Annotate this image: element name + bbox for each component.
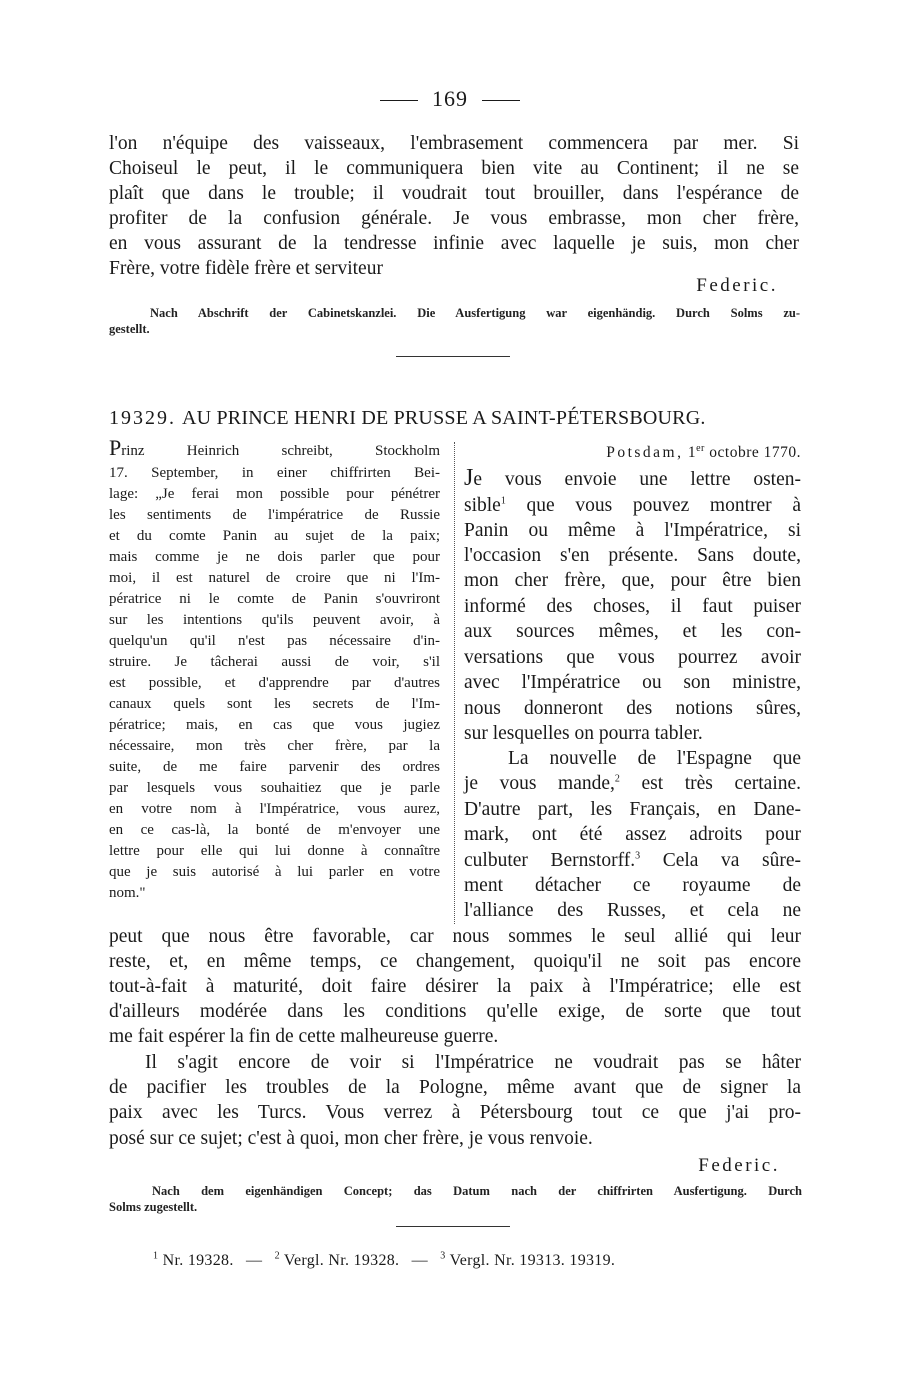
right-line: Je vous envoie une lettre osten- bbox=[464, 465, 801, 491]
initial-letter: J bbox=[464, 465, 474, 491]
text-line: tout-à-fait à maturité, doit faire désirer la paix à l'Impératrice; elle est bbox=[109, 976, 801, 997]
letter-title: AU PRINCE HENRI DE PRUSSE A SAINT-PÉTERSBOURG. bbox=[182, 407, 706, 429]
footnote-divider bbox=[396, 1226, 510, 1227]
right-line: l'occasion s'en présente. Sans doute, bbox=[464, 545, 801, 566]
footnote-separator: — bbox=[411, 1252, 428, 1269]
left-line: nécessaire, mon très cher frère, par la bbox=[109, 738, 440, 754]
text-line: paix avec les Turcs. Vous verrez à Pétersbourg tout ce que j'ai pro- bbox=[109, 1102, 801, 1123]
note-line: gestellt. bbox=[109, 322, 150, 336]
text-line: en vous assurant de la tendresse infinie avec laquelle je suis, mon cher bbox=[109, 233, 799, 254]
left-line: lettre pour elle qui lui donne à connaître bbox=[109, 843, 440, 859]
note-line: Nach Abschrift der Cabinetskanzlei. Die Ausfertigung war eigenhändig. Durch Solms zu- bbox=[150, 306, 800, 320]
text-line: me fait espérer la fin de cette malheureuse guerre. bbox=[109, 1026, 499, 1047]
signature: Federic. bbox=[698, 1155, 780, 1176]
footnotes bbox=[153, 1252, 615, 1270]
left-line: 17. September, in einer chiffrirten Bei- bbox=[109, 465, 440, 481]
note-line: Nach dem eigenhändigen Concept; das Datum nach der chiffrirten Ausfertigung. Durch bbox=[152, 1184, 802, 1198]
left-line: sur les intentions qu'ils peuvent avoir, à bbox=[109, 612, 440, 628]
right-line: La nouvelle de l'Espagne que bbox=[508, 748, 801, 769]
right-line: aux sources mêmes, et les con- bbox=[464, 621, 801, 642]
left-line: lage: „Je ferai mon possible pour pénétrer bbox=[109, 486, 440, 502]
letter-number: 19329. bbox=[109, 407, 176, 429]
footnote-separator: — bbox=[245, 1252, 263, 1269]
note-line: Solms zugestellt. bbox=[109, 1200, 198, 1214]
text-line: peut que nous être favorable, car nous sommes le seul allié qui leur bbox=[109, 926, 801, 947]
left-line: pératrice ni le comte de Panin s'ouvriront bbox=[109, 591, 440, 607]
left-line: par lesquels vous souhaitiez que je parle bbox=[109, 780, 440, 796]
page-number-right-rule bbox=[482, 100, 520, 101]
text-line: posé sur ce sujet; c'est à quoi, mon cher frère, je vous renvoie. bbox=[109, 1128, 593, 1149]
right-line: nous donneront des notions sûres, bbox=[464, 698, 801, 719]
letter-heading bbox=[109, 407, 706, 430]
right-line: mark, ont été assez adroits pour bbox=[464, 824, 801, 845]
right-line: sible$^1$ que vous pouvez montrer à bbox=[464, 495, 802, 516]
right-line: culbuter Bernstorff.$^3$ Cela va sûre- bbox=[464, 850, 801, 871]
right-line: avec l'Impératrice ou son ministre, bbox=[464, 672, 801, 693]
left-line: en ce cas-là, la bonté de m'envoyer une bbox=[109, 822, 440, 838]
right-line: sur lesquelles on pourra tabler. bbox=[464, 723, 703, 744]
right-line: l'alliance des Russes, et cela ne bbox=[464, 900, 801, 921]
section-divider bbox=[396, 356, 510, 357]
left-line: est possible, et d'apprendre par d'autres bbox=[109, 675, 440, 691]
right-line: Panin ou même à l'Impératrice, si bbox=[464, 520, 801, 541]
right-line: mon cher frère, que, pour être bien bbox=[464, 570, 801, 591]
footnote: $^3$ Vergl. Nr. 19313. 19319. bbox=[440, 1250, 616, 1269]
text-line: plaît que dans le trouble; il voudrait tout brouiller, dans l'espérance de bbox=[109, 183, 799, 204]
left-line: les sentiments de l'impératrice de Russie bbox=[109, 507, 440, 523]
left-line: nom." bbox=[109, 885, 146, 901]
right-line: D'autre part, les Français, en Dane- bbox=[464, 799, 801, 820]
page-number: 169 bbox=[0, 86, 900, 112]
page-number-left-rule bbox=[380, 100, 418, 101]
left-line: canaux quels sont les secrets de l'Im- bbox=[109, 696, 440, 712]
text-line: profiter de la confusion générale. Je vous embrasse, mon cher frère, bbox=[109, 208, 799, 229]
dateline: Potsdam, 1er octobre 1770. bbox=[606, 442, 801, 461]
left-line: moi, il est naturel de croire que ni l'Im- bbox=[109, 570, 440, 586]
footnote: $^1$ Nr. 19328. bbox=[153, 1250, 234, 1269]
left-line: Prinz Heinrich schreibt, Stockholm bbox=[109, 435, 440, 460]
text-line: Il s'agit encore de voir si l'Impératrice ne voudrait pas se hâter bbox=[145, 1052, 801, 1073]
right-line: ment détacher ce royaume de bbox=[464, 875, 801, 896]
left-line: que je suis autorisé à lui parler en votre bbox=[109, 864, 440, 880]
right-line: informé des choses, il faut puiser bbox=[464, 596, 801, 617]
left-line: quelqu'un qu'il n'est pas nécessaire d'in- bbox=[109, 633, 440, 649]
column-separator bbox=[454, 442, 455, 924]
right-line: je vous mande,$^2$ est très certaine. bbox=[464, 773, 802, 794]
left-line: et du comte Panin au sujet de la paix; bbox=[109, 528, 440, 544]
left-line: mais comme je ne dois parler que pour bbox=[109, 549, 440, 565]
signature: Federic. bbox=[696, 275, 778, 296]
text-line: l'on n'équipe des vaisseaux, l'embrasement commencera par mer. Si bbox=[109, 133, 799, 154]
left-line: en votre nom à l'Impératrice, vous aurez, bbox=[109, 801, 440, 817]
initial-letter: P bbox=[109, 435, 122, 460]
left-line: pératrice; mais, en cas que vous jugiez bbox=[109, 717, 440, 733]
text-line: Choiseul le peut, il le communiquera bien vite au Continent; il ne se bbox=[109, 158, 799, 179]
text-line: reste, et, en même temps, ce changement, quoiqu'il ne soit pas encore bbox=[109, 951, 801, 972]
text-line: Frère, votre fidèle frère et serviteur bbox=[109, 258, 383, 279]
left-line: struire. Je tâcherai aussi de voir, s'il bbox=[109, 654, 440, 670]
text-line: d'ailleurs modérée dans les conditions qu'elle exige, de sorte que tout bbox=[109, 1001, 801, 1022]
left-line: suite, de me faire parvenir des ordres bbox=[109, 759, 440, 775]
right-line: versations que vous pourrez avoir bbox=[464, 647, 801, 668]
footnote: $^2$ Vergl. Nr. 19328. bbox=[274, 1250, 400, 1269]
text-line: de pacifier les troubles de la Pologne, même avant que de signer la bbox=[109, 1077, 801, 1098]
